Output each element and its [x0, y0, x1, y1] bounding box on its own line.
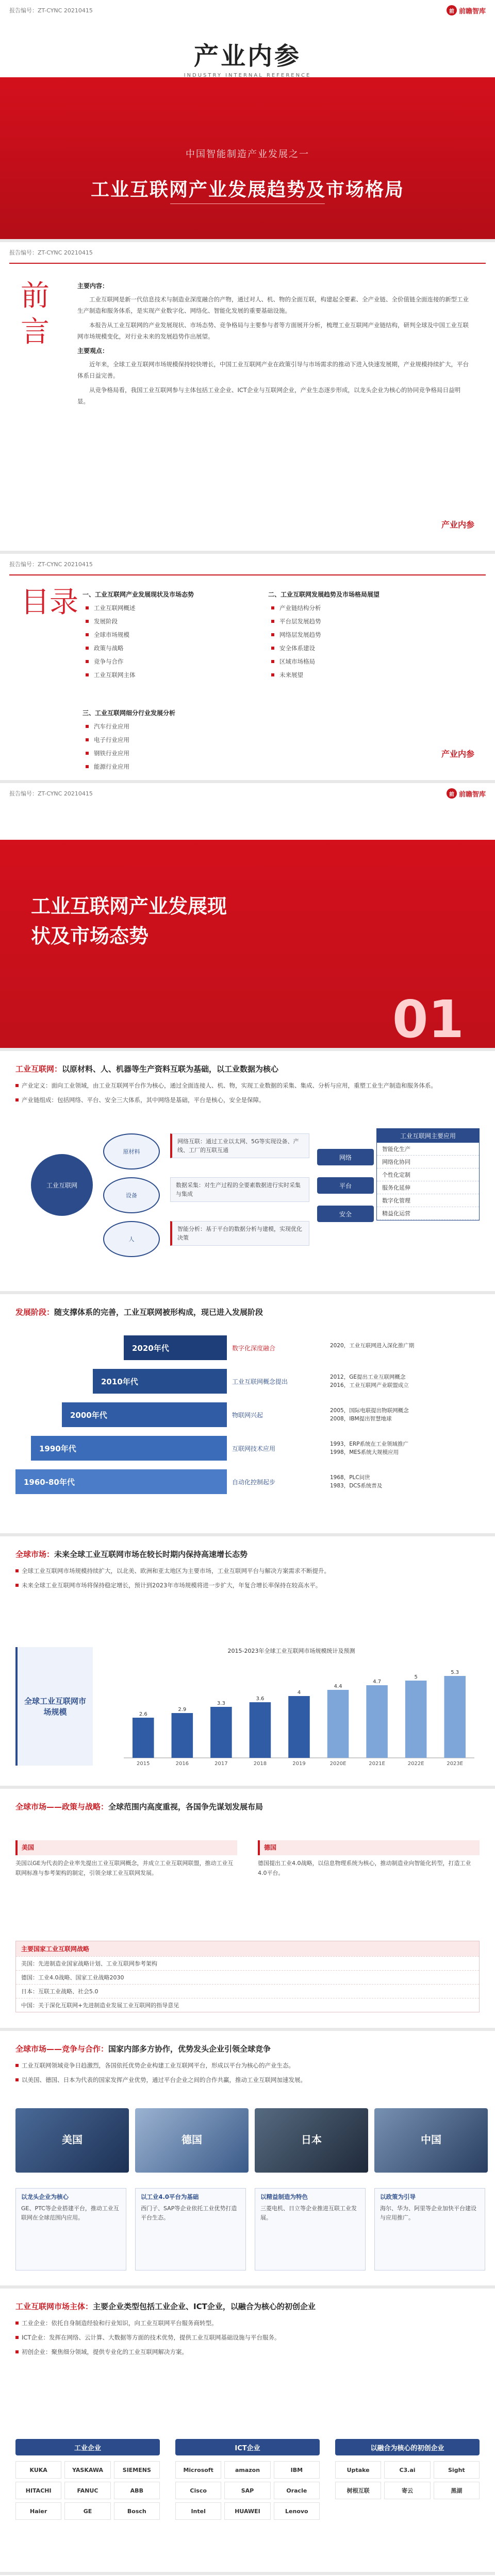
- toc-item[interactable]: 竞争与合作: [94, 657, 253, 666]
- brand-logo: ABB: [114, 2482, 160, 2499]
- policy-page: [0, 1789, 495, 2031]
- bar-value-label: 3.6: [256, 1696, 265, 1702]
- diagram-node: 设备: [103, 1177, 160, 1213]
- preface-heading-1: 主要内容：: [77, 282, 109, 290]
- toc-column-3: [82, 708, 253, 776]
- application-item: 智能化生产: [377, 1143, 479, 1156]
- doc-code: 报告编号：ZT-CYNC 20210415: [9, 790, 93, 797]
- brand-logo: amazon: [224, 2461, 270, 2479]
- brand-logo: GE: [64, 2502, 110, 2520]
- toc-item[interactable]: 工业互联网概述: [94, 604, 253, 612]
- preface-para: 本报告从工业互联网的产业发展现状、市场态势、竞争格局与主要参与者等方面展开分析，梳理工业互联网产业链结构，研判全球及中国工业互联网市场规模变化，对行业未来的发展趋势作出展望。: [77, 321, 469, 340]
- partner-icon: 前: [447, 5, 457, 15]
- strategy-card: 以龙头企业为核心 GE、PTC等企业搭建平台，推动工业互联网在全球范围内应用。: [15, 2188, 126, 2270]
- diagram-node: 原材料: [103, 1133, 160, 1170]
- cover-title: 工业互联网产业发展趋势及市场格局: [90, 179, 404, 200]
- chart-bar: [172, 1713, 193, 1758]
- x-tick-label: 2022E: [407, 1761, 424, 1767]
- toc-item[interactable]: 发展阶段: [94, 617, 253, 625]
- toc-item[interactable]: 钢铁行业应用: [94, 749, 253, 757]
- application-item: 服务化延伸: [377, 1181, 479, 1194]
- stage-label: 自动化控制起步: [232, 1479, 276, 1486]
- application-item: 精益化运营: [377, 1207, 479, 1220]
- x-tick-label: 2016: [175, 1761, 189, 1767]
- country-head: 美国: [15, 1840, 237, 1855]
- toc-item[interactable]: 未来展望: [279, 671, 438, 679]
- stage-label: 数字化深度融合: [232, 1345, 276, 1352]
- stage-label: 物联网兴起: [232, 1412, 263, 1419]
- policy-row: 德国：工业4.0战略、国家工业战略2030: [16, 1970, 479, 1984]
- pillar-chip: 平台: [317, 1177, 374, 1194]
- country-text: 美国以GE为代表的企业率先提出工业互联网概念，并成立工业互联网联盟，推动工业互联网标准与参考架构的制定，引领全球工业互联网发展。: [15, 1860, 234, 1876]
- section-header: [0, 783, 495, 804]
- country-head: 德国: [258, 1840, 480, 1855]
- section-title: 工业互联网产业发展现 状及市场态势: [31, 895, 227, 947]
- page-heading: 全球市场——政策与战略：全球范围内高度重视，各国争先谋划发展布局: [15, 1802, 263, 1811]
- stage-notes: 2020，工业互联网进入深化推广期: [330, 1343, 415, 1349]
- preface-body: [77, 278, 469, 410]
- definition-page: [0, 1051, 495, 1294]
- chart-side-label: 全球工业互联网市场规模: [15, 1647, 93, 1766]
- bullet-text: 未来全球工业互联网市场将保持稳定增长，预计到2023年市场规模将进一步扩大，年复合增长率保持在较高水平。: [22, 1580, 480, 1590]
- pillar-chip: 网络: [317, 1149, 374, 1165]
- brand-logo: 黑湖: [434, 2482, 480, 2499]
- toc-header: [0, 554, 495, 574]
- stage-notes: 1968，PLC问世 1983，DCS系统普及: [330, 1475, 383, 1489]
- chart-bar: [366, 1685, 388, 1758]
- preface-header: [0, 242, 495, 263]
- preface-para: 工业互联网是新一代信息技术与制造业深度融合的产物，通过对人、机、物的全面互联，构建起全要素、全产业链、全价值链全面连接的新型工业生产制造和服务体系，是实现产业数字化、网络化、智能化发展的重要基础设施。: [77, 296, 469, 314]
- doc-code: 报告编号：ZT-CYNC 20210415: [9, 249, 93, 256]
- strategy-card: 以工业4.0平台为基础 西门子、SAP等企业依托工业优势打造平台生态。: [135, 2188, 246, 2270]
- brand-logo: YASKAWA: [64, 2461, 110, 2479]
- section-number: 01: [392, 989, 464, 1049]
- brand-logo: Microsoft: [175, 2461, 221, 2479]
- toc-item[interactable]: 汽车行业应用: [94, 722, 253, 731]
- brand-logo: Cisco: [175, 2482, 221, 2499]
- x-tick-label: 2019: [292, 1761, 306, 1767]
- x-tick-label: 2017: [214, 1761, 228, 1767]
- toc-item[interactable]: 产业链结构分析: [279, 604, 438, 612]
- x-tick-label: 2020E: [329, 1761, 346, 1767]
- policy-table: [15, 1941, 480, 2012]
- market-page: [0, 1536, 495, 1789]
- stage-step: 1990年代: [31, 1436, 227, 1461]
- toc-column-title: 三、工业互联网细分行业发展分析: [82, 709, 176, 717]
- bullet-text: 初创企业：聚焦细分领域，提供专业化的工业互联网解决方案。: [22, 2347, 480, 2357]
- toc-column-title: 一、工业互联网产业发展现状及市场态势: [82, 591, 194, 598]
- toc-item[interactable]: 能源行业应用: [94, 762, 253, 771]
- page-heading: 工业互联网：以原材料、人、机器等生产资料互联为基础，以工业数据为核心: [15, 1064, 279, 1074]
- stage-step: 2000年代: [62, 1402, 227, 1427]
- partner-icon: 前: [447, 788, 457, 799]
- cover-header: [0, 0, 495, 21]
- application-list-head: 工业互联网主要应用: [377, 1129, 479, 1143]
- strategy-card: 以政策为引导 海尔、华为、阿里等企业加快平台建设与应用推广。: [374, 2188, 485, 2270]
- enterprise-group-head: 以融合为核心的初创企业: [335, 2439, 480, 2455]
- brand-logo: IBM: [274, 2461, 320, 2479]
- preface-para: 近年来，全球工业互联网市场规模保持较快增长，中国工业互联网产业在政策引导与市场需求的推动下进入快速发展期，产业规模持续扩大，平台体系日益完善。: [77, 361, 469, 379]
- toc-column-title: 二、工业互联网发展趋势及市场格局展望: [268, 591, 380, 598]
- strategy-card: 以精益制造为特色 三菱电机、日立等企业推进互联工业发展。: [255, 2188, 366, 2270]
- players-page: [0, 2289, 495, 2575]
- preface-page: [0, 242, 495, 554]
- brand-logo: FANUC: [64, 2482, 110, 2499]
- hub-circle: 工业互联网: [31, 1154, 93, 1216]
- brand-logo: Intel: [175, 2502, 221, 2520]
- brand-logo: Haier: [15, 2502, 61, 2520]
- brand-logo: Uptake: [335, 2461, 381, 2479]
- brand-grid: [175, 2461, 320, 2520]
- bar-value-label: 5: [414, 1674, 418, 1680]
- bar-value-label: 3.3: [217, 1701, 225, 1706]
- brand-logo: Oracle: [274, 2482, 320, 2499]
- preface-heading-2: 主要观点：: [77, 347, 109, 354]
- header-rule: [9, 263, 486, 264]
- bullet-text: ICT企业：发挥在网络、云计算、大数据等方面的技术优势，提供工业互联网基础设施与平台服务。: [22, 2332, 480, 2343]
- stage-step: 2010年代: [93, 1369, 227, 1394]
- bar-value-label: 4: [297, 1690, 301, 1696]
- stages-page: [0, 1294, 495, 1536]
- toc-column-1: [82, 590, 253, 684]
- toc-page: [0, 554, 495, 783]
- application-list: [376, 1128, 480, 1221]
- policy-column: [258, 1840, 480, 1878]
- stage-notes: 2005，国际电联提出物联网概念 2008，IBM提出智慧地球: [330, 1408, 409, 1422]
- brand-logo: C3.ai: [384, 2461, 430, 2479]
- bullet-text: 以美国、德国、日本为代表的国家发挥产业优势，通过平台企业之间的合作共赢，推动工业互联网加速发展。: [22, 2075, 480, 2085]
- x-tick-label: 2023E: [447, 1761, 464, 1767]
- cover-series: 中国智能制造产业发展之一: [186, 149, 309, 160]
- page-heading: 全球市场：未来全球工业互联网市场在较长时期内保持高速增长态势: [15, 1550, 248, 1559]
- brand-logo: HITACHI: [15, 2482, 61, 2499]
- country-text: 德国提出工业4.0战略，以信息物理系统为核心，推动制造业向智能化转型，打造工业4.0平台。: [258, 1860, 471, 1876]
- enterprise-group-head: 工业企业: [15, 2439, 160, 2455]
- cover-brand: [0, 36, 495, 78]
- diagram-node: 人: [103, 1221, 160, 1257]
- page-heading: 发展阶段：随支撑体系的完善，工业互联网被形构成，现已进入发展阶段: [15, 1308, 263, 1317]
- doc-code: 报告编号：ZT-CYNC 20210415: [9, 561, 93, 568]
- toc-item[interactable]: 平台层发展趋势: [279, 617, 438, 625]
- chart-bar: [210, 1707, 232, 1758]
- brand-logo: Lenovo: [274, 2502, 320, 2520]
- brand-en: INDUSTRY INTERNAL REFERENCE: [184, 73, 311, 78]
- x-tick-label: 2021E: [369, 1761, 386, 1767]
- toc-item[interactable]: 工业互联网主体: [94, 671, 253, 679]
- bar-value-label: 4.4: [334, 1684, 342, 1689]
- page-heading: 工业互联网市场主体：主要企业类型包括工业企业、ICT企业，以融合为核心的初创企业: [15, 2302, 316, 2311]
- stage-label: 互联网技术应用: [232, 1445, 276, 1452]
- policy-row: 美国：先进制造业国家战略计划、工业互联网参考架构: [16, 1956, 479, 1970]
- brand-logo: SAP: [224, 2482, 270, 2499]
- toc-item[interactable]: 网络层发展趋势: [279, 631, 438, 639]
- page-brand-mark: 产业内参: [441, 749, 474, 759]
- policy-row: 日本：互联工业战略、社会5.0: [16, 1984, 479, 1998]
- diagram-box: 网络互联：通过工业以太网、5G等实现设备、产线、工厂的互联互通: [170, 1133, 309, 1158]
- stage-notes: 2012，GE提出工业互联网概念 2016，工业互联网产业联盟成立: [330, 1374, 409, 1388]
- policy-column: [15, 1840, 237, 1878]
- toc-item[interactable]: 区域市场格局: [279, 657, 438, 666]
- chart-bar: [327, 1690, 349, 1758]
- page-heading: 全球市场——竞争与合作：国家内部多方协作，优势发头企业引领全球竞争: [15, 2044, 271, 2054]
- country-tag: 德国: [182, 2133, 202, 2146]
- diagram-box: 数据采集：对生产过程的全要素数据进行实时采集与集成: [170, 1177, 309, 1202]
- pillar-chip: 安全: [317, 1206, 374, 1222]
- stage-step: 2020年代: [124, 1335, 227, 1360]
- chart-title: 2015-2023年全球工业互联网市场规模统计及预测: [227, 1648, 355, 1654]
- x-tick-label: 2018: [253, 1761, 267, 1767]
- policy-table-head: 主要国家工业互联网战略: [16, 1941, 479, 1956]
- bar-value-label: 2.9: [178, 1707, 187, 1713]
- x-tick-label: 2015: [137, 1761, 150, 1767]
- brand-logo: 寄云: [384, 2482, 430, 2499]
- bullet-text: 全球工业互联网市场规模持续扩大，以北美、欧洲和亚太地区为主要市场，工业互联网平台与解决方案需求不断提升。: [22, 1566, 480, 1576]
- preface-side-title: 前言: [21, 279, 50, 349]
- application-item: 数字化管理: [377, 1194, 479, 1207]
- stage-step: 1960-80年代: [15, 1469, 227, 1494]
- bullet-text: 工业企业：依托自身制造经验和行业知识，向工业互联网平台服务商转型。: [22, 2318, 480, 2328]
- enterprise-group-head: ICT企业: [175, 2439, 320, 2455]
- diagram-box: 智能分析：基于平台的数据分析与建模，实现优化决策: [170, 1221, 309, 1246]
- policy-row: 中国：关于深化互联网+先进制造业发展工业互联网的指导意见: [16, 1998, 479, 2012]
- chart-bar: [444, 1676, 466, 1758]
- application-item: 网络化协同: [377, 1156, 479, 1168]
- toc-item[interactable]: 政策与战略: [94, 644, 253, 652]
- chart-bar: [405, 1681, 427, 1758]
- bullet-text: 产业链组成：包括网络、平台、安全三大体系，其中网络是基础，平台是核心，安全是保障。: [22, 1095, 480, 1105]
- cover-page: [0, 0, 495, 242]
- doc-code: 报告编号：ZT-CYNC 20210415: [9, 7, 93, 14]
- chart-bar: [250, 1702, 271, 1758]
- bar-value-label: 5.3: [451, 1670, 459, 1675]
- stage-label: 工业互联网概念提出: [232, 1378, 288, 1385]
- toc-item[interactable]: 电子行业应用: [94, 736, 253, 744]
- brand-logo: Sight: [434, 2461, 480, 2479]
- bullet-text: 产业定义：面向工业领域，由工业互联网平台作为核心，通过全面连接人、机、物，实现工业数据的采集、集成、分析与应用，重塑工业生产制造和服务体系。: [22, 1080, 480, 1091]
- market-bar-chart: [103, 1645, 480, 1773]
- chart-bar: [133, 1718, 154, 1758]
- brand-cn: 产业内参: [193, 42, 301, 71]
- stage-notes: 1993，ERP系统在工业领域推广 1998，MES系统大规模应用: [330, 1441, 408, 1455]
- toc-side-title: 目录: [21, 586, 78, 619]
- toc-item[interactable]: 全球市场规模: [94, 631, 253, 639]
- bar-value-label: 4.7: [373, 1679, 382, 1685]
- toc-item[interactable]: 安全体系建设: [279, 644, 438, 652]
- preface-para: 从竞争格局看，我国工业互联网参与主体包括工业企业、ICT企业与互联网企业，产业生态逐步形成，以龙头企业为核心的协同竞争格局日益明显。: [77, 386, 460, 405]
- brand-grid: [335, 2461, 480, 2499]
- brand-logo: Bosch: [114, 2502, 160, 2520]
- application-item: 个性化定制: [377, 1168, 479, 1181]
- country-tag: 日本: [301, 2133, 322, 2146]
- partner-logo: 前 前瞻智库: [447, 5, 486, 15]
- brand-logo: SIEMENS: [114, 2461, 160, 2479]
- page-brand-mark: 产业内参: [441, 520, 474, 530]
- country-tag: 美国: [62, 2133, 82, 2146]
- partner-logo: 前 前瞻智库: [447, 788, 486, 799]
- competition-page: [0, 2031, 495, 2289]
- country-tag: 中国: [421, 2133, 441, 2146]
- bar-value-label: 2.6: [139, 1711, 147, 1717]
- brand-logo: 树根互联: [335, 2482, 381, 2499]
- header-rule: [9, 574, 486, 575]
- toc-column-2: [268, 590, 438, 684]
- section-divider-page: [0, 783, 495, 1051]
- bullet-text: 工业互联网领域竞争日趋激烈，各国依托优势企业构建工业互联网平台，形成以平台为核心的产业生态。: [22, 2060, 480, 2071]
- brand-logo: KUKA: [15, 2461, 61, 2479]
- brand-grid: [15, 2461, 160, 2520]
- brand-logo: HUAWEI: [224, 2502, 270, 2520]
- chart-bar: [288, 1696, 310, 1758]
